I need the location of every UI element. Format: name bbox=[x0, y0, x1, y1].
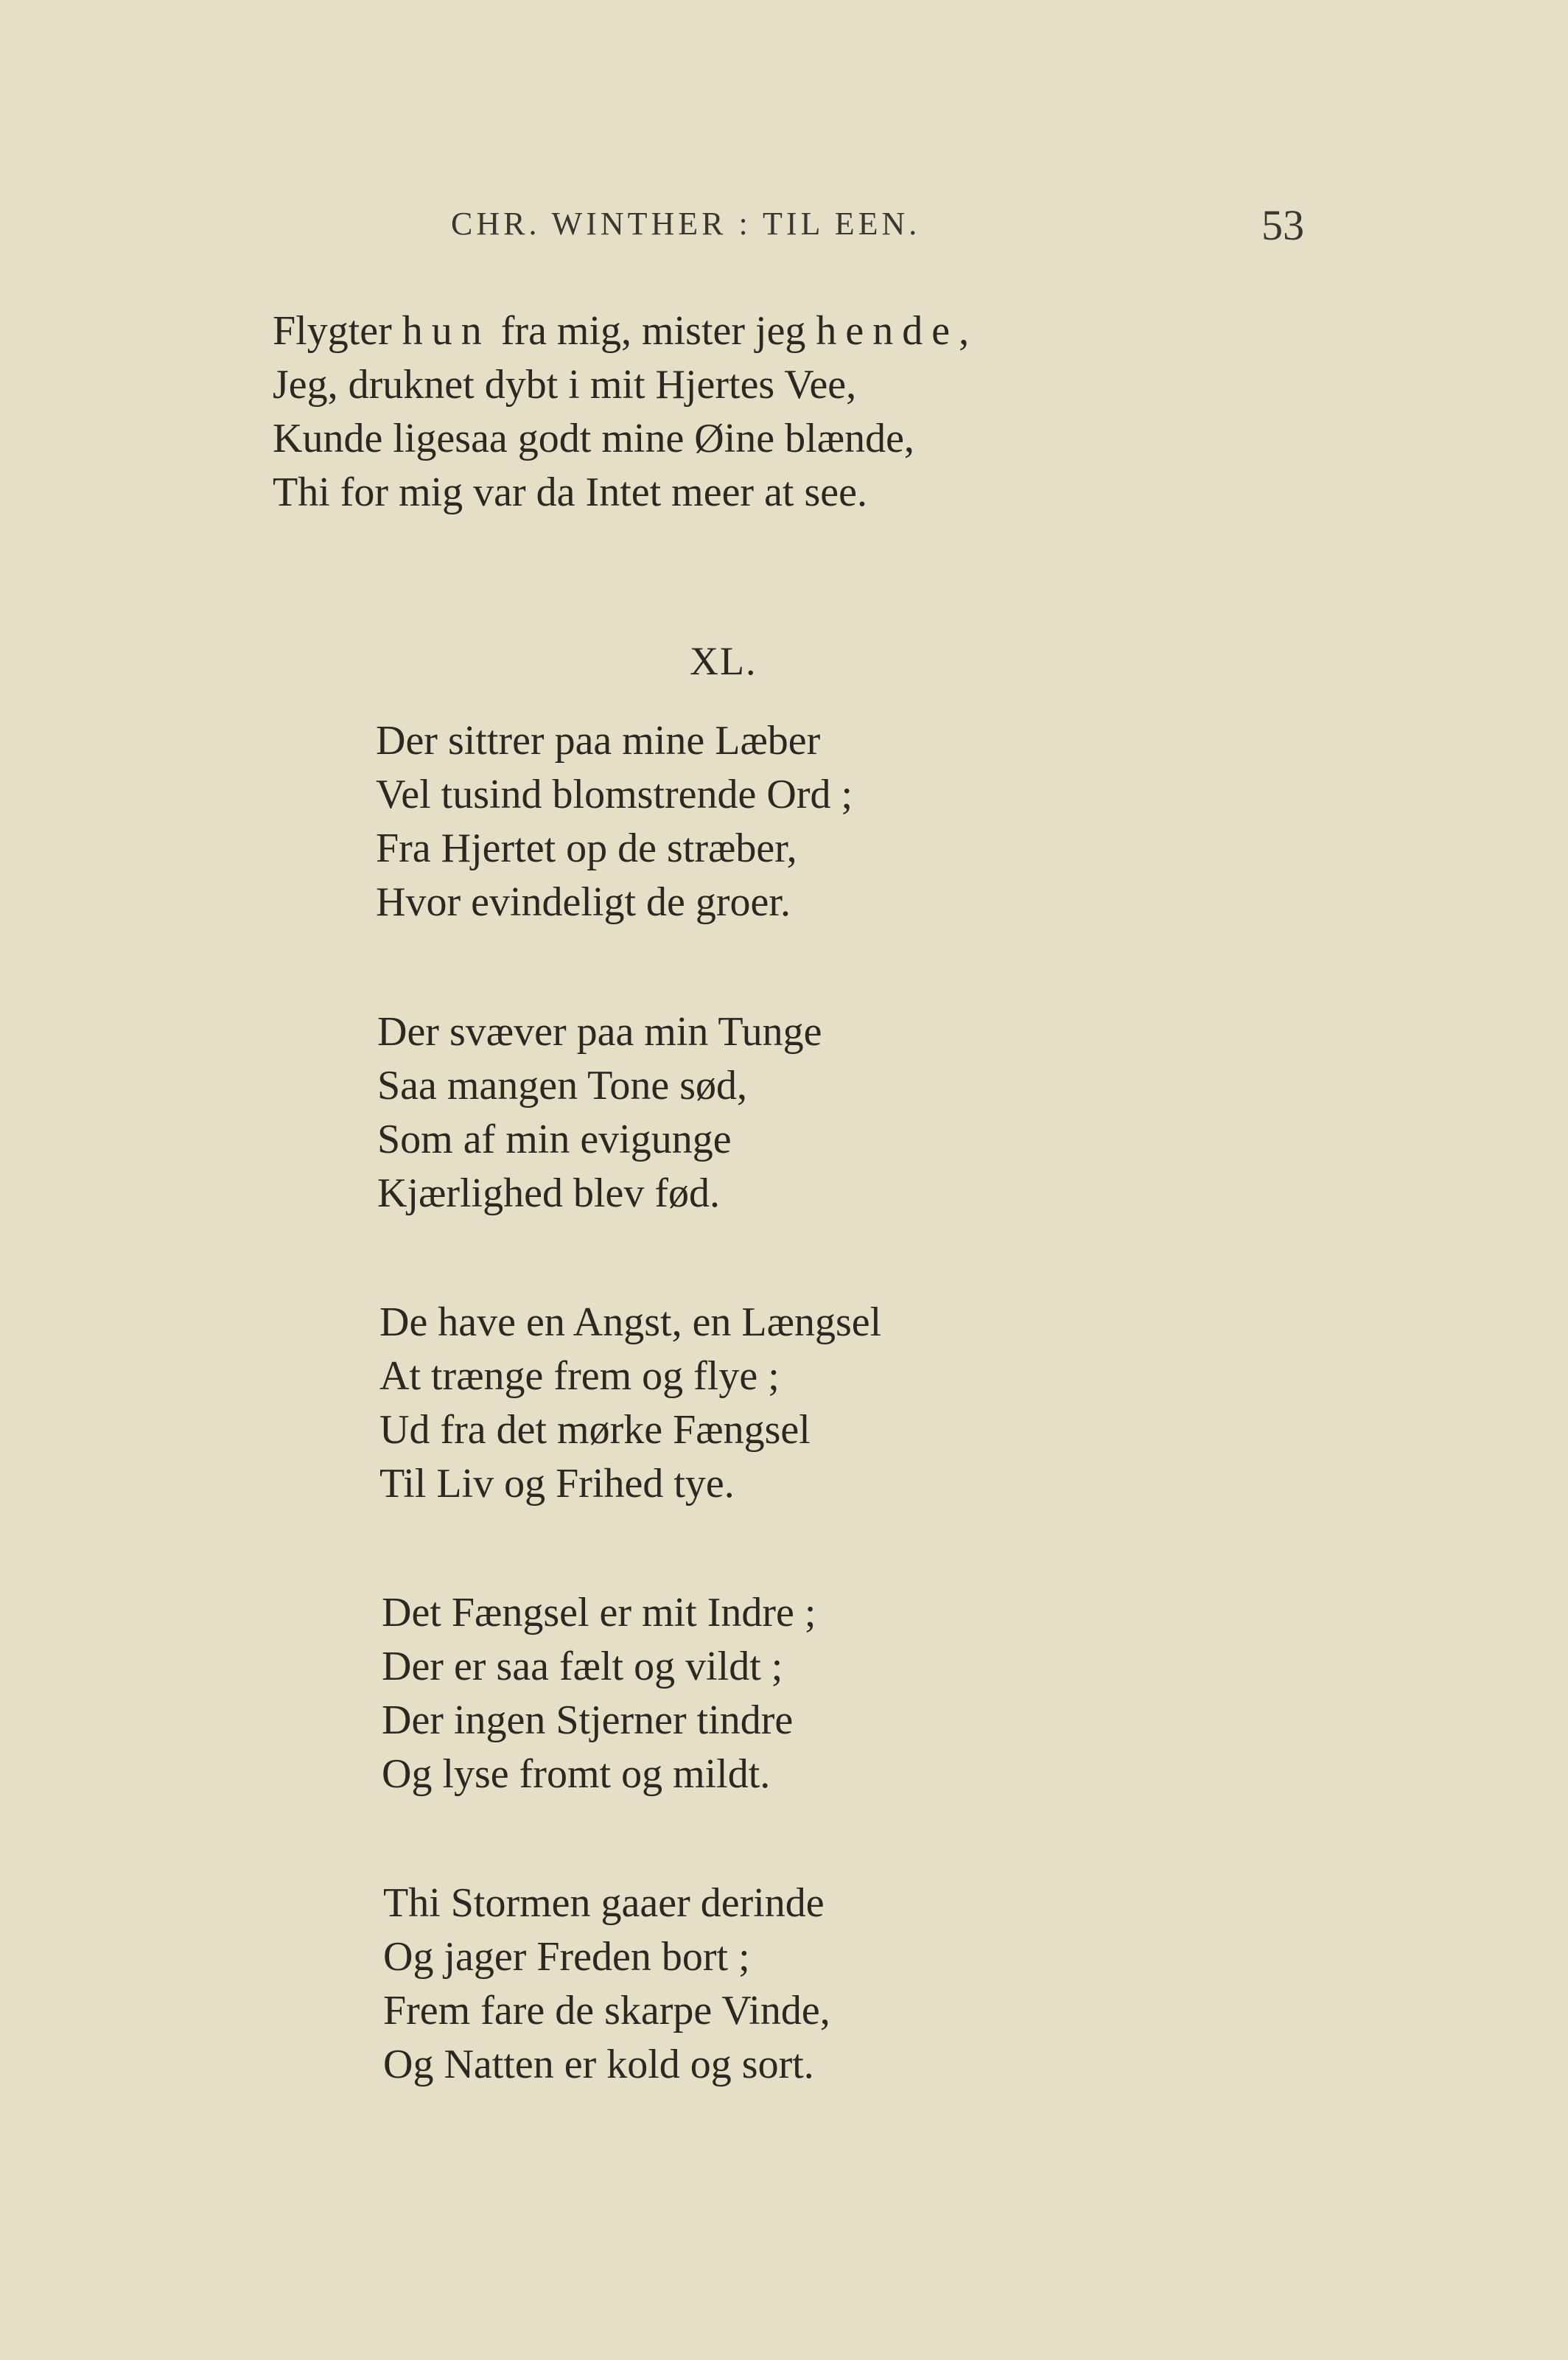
verse-line: Saa mangen Tone sød, bbox=[377, 1063, 748, 1109]
verse-line: Hvor evindeligt de groer. bbox=[376, 879, 791, 925]
verse-line: Kjærlighed blev fød. bbox=[377, 1170, 721, 1216]
verse-line: Og jager Freden bort ; bbox=[383, 1934, 750, 1980]
emphasis-spaced: hende bbox=[816, 308, 959, 354]
verse-line: Flygter hun fra mig, mister jeg hende, bbox=[273, 308, 970, 354]
stanza bbox=[377, 1005, 822, 1221]
verse-line: Som af min evigunge bbox=[377, 1117, 732, 1162]
verse-line: De have en Angst, en Længsel bbox=[379, 1299, 882, 1345]
stanza bbox=[379, 1296, 881, 1511]
verse-line: Det Fængsel er mit Indre ; bbox=[382, 1590, 816, 1635]
stanza bbox=[382, 1586, 816, 1801]
stanza bbox=[383, 1877, 830, 2092]
verse-line: Der svæver paa min Tunge bbox=[377, 1009, 822, 1055]
running-title: CHR. WINTHER : TIL EEN. bbox=[451, 206, 921, 242]
poem-number-heading: XL. bbox=[690, 639, 757, 683]
verse-line: Jeg, druknet dybt i mit Hjertes Vee, bbox=[273, 362, 857, 408]
verse-line: Ud fra det mørke Fængsel bbox=[379, 1407, 811, 1453]
verse-line: Kunde ligesaa godt mine Øine blænde, bbox=[273, 416, 914, 461]
opening-stanza bbox=[273, 304, 969, 520]
verse-line: Der ingen Stjerner tindre bbox=[382, 1697, 794, 1743]
verse-line: Fra Hjertet op de stræber, bbox=[376, 825, 797, 871]
page-number: 53 bbox=[1261, 201, 1304, 249]
verse-line: Der sittrer paa mine Læber bbox=[376, 718, 821, 764]
verse-line: Til Liv og Frihed tye. bbox=[379, 1461, 735, 1507]
verse-line: Der er saa fælt og vildt ; bbox=[382, 1644, 783, 1689]
verse-line: Og lyse fromt og mildt. bbox=[382, 1751, 771, 1797]
emphasis-spaced: hun bbox=[402, 308, 491, 354]
verse-line: Vel tusind blomstrende Ord ; bbox=[376, 772, 853, 817]
verse-line: Og Natten er kold og sort. bbox=[383, 2042, 814, 2087]
verse-line: Thi Stormen gaaer derinde bbox=[383, 1880, 825, 1926]
verse-line: Frem fare de skarpe Vinde, bbox=[383, 1988, 830, 2033]
verse-line: Thi for mig var da Intet meer at see. bbox=[273, 469, 867, 515]
verse-line: At trænge frem og flye ; bbox=[379, 1353, 780, 1399]
stanza bbox=[376, 714, 853, 929]
